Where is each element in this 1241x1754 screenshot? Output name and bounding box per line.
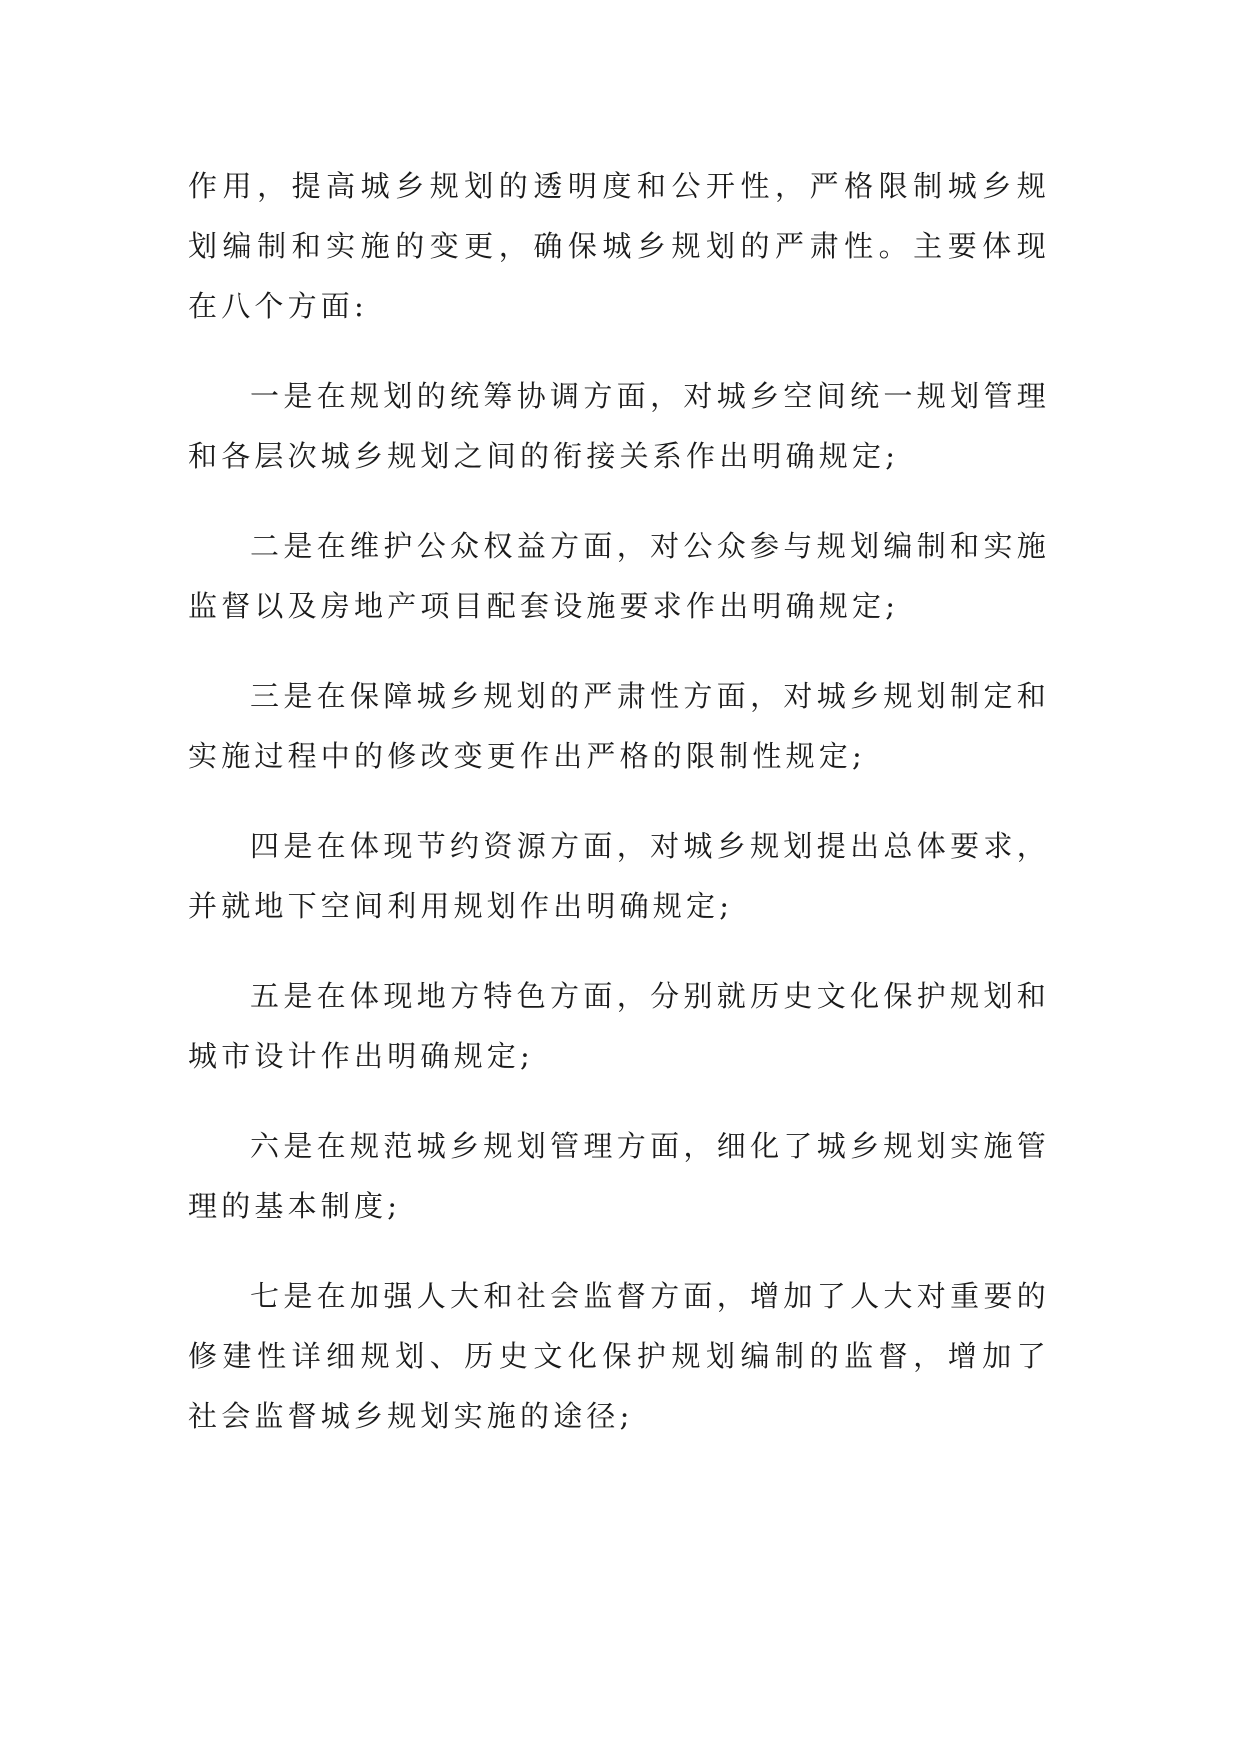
paragraph-point-six: 六是在规范城乡规划管理方面，细化了城乡规划实施管理的基本制度; (188, 1129, 1050, 1223)
document-body (188, 156, 1050, 1476)
paragraph-continuation: 作用，提高城乡规划的透明度和公开性，严格限制城乡规划编制和实施的变更，确保城乡规划的严肃性。主要体现在八个方面: (188, 169, 1050, 323)
paragraph-point-four: 四是在体现节约资源方面，对城乡规划提出总体要求，并就地下空间利用规划作出明确规定; (188, 829, 1050, 923)
paragraph-point-two: 二是在维护公众权益方面，对公众参与规划编制和实施监督以及房地产项目配套设施要求作出明确规定; (188, 529, 1050, 623)
paragraph-point-one: 一是在规划的统筹协调方面，对城乡空间统一规划管理和各层次城乡规划之间的衔接关系作出明确规定; (188, 379, 1050, 473)
paragraph-point-seven: 七是在加强人大和社会监督方面，增加了人大对重要的修建性详细规划、历史文化保护规划编制的监督，增加了社会监督城乡规划实施的途径; (188, 1279, 1050, 1433)
paragraph-point-five: 五是在体现地方特色方面，分别就历史文化保护规划和城市设计作出明确规定; (188, 979, 1050, 1073)
paragraph-point-three: 三是在保障城乡规划的严肃性方面，对城乡规划制定和实施过程中的修改变更作出严格的限制性规定; (188, 679, 1050, 773)
